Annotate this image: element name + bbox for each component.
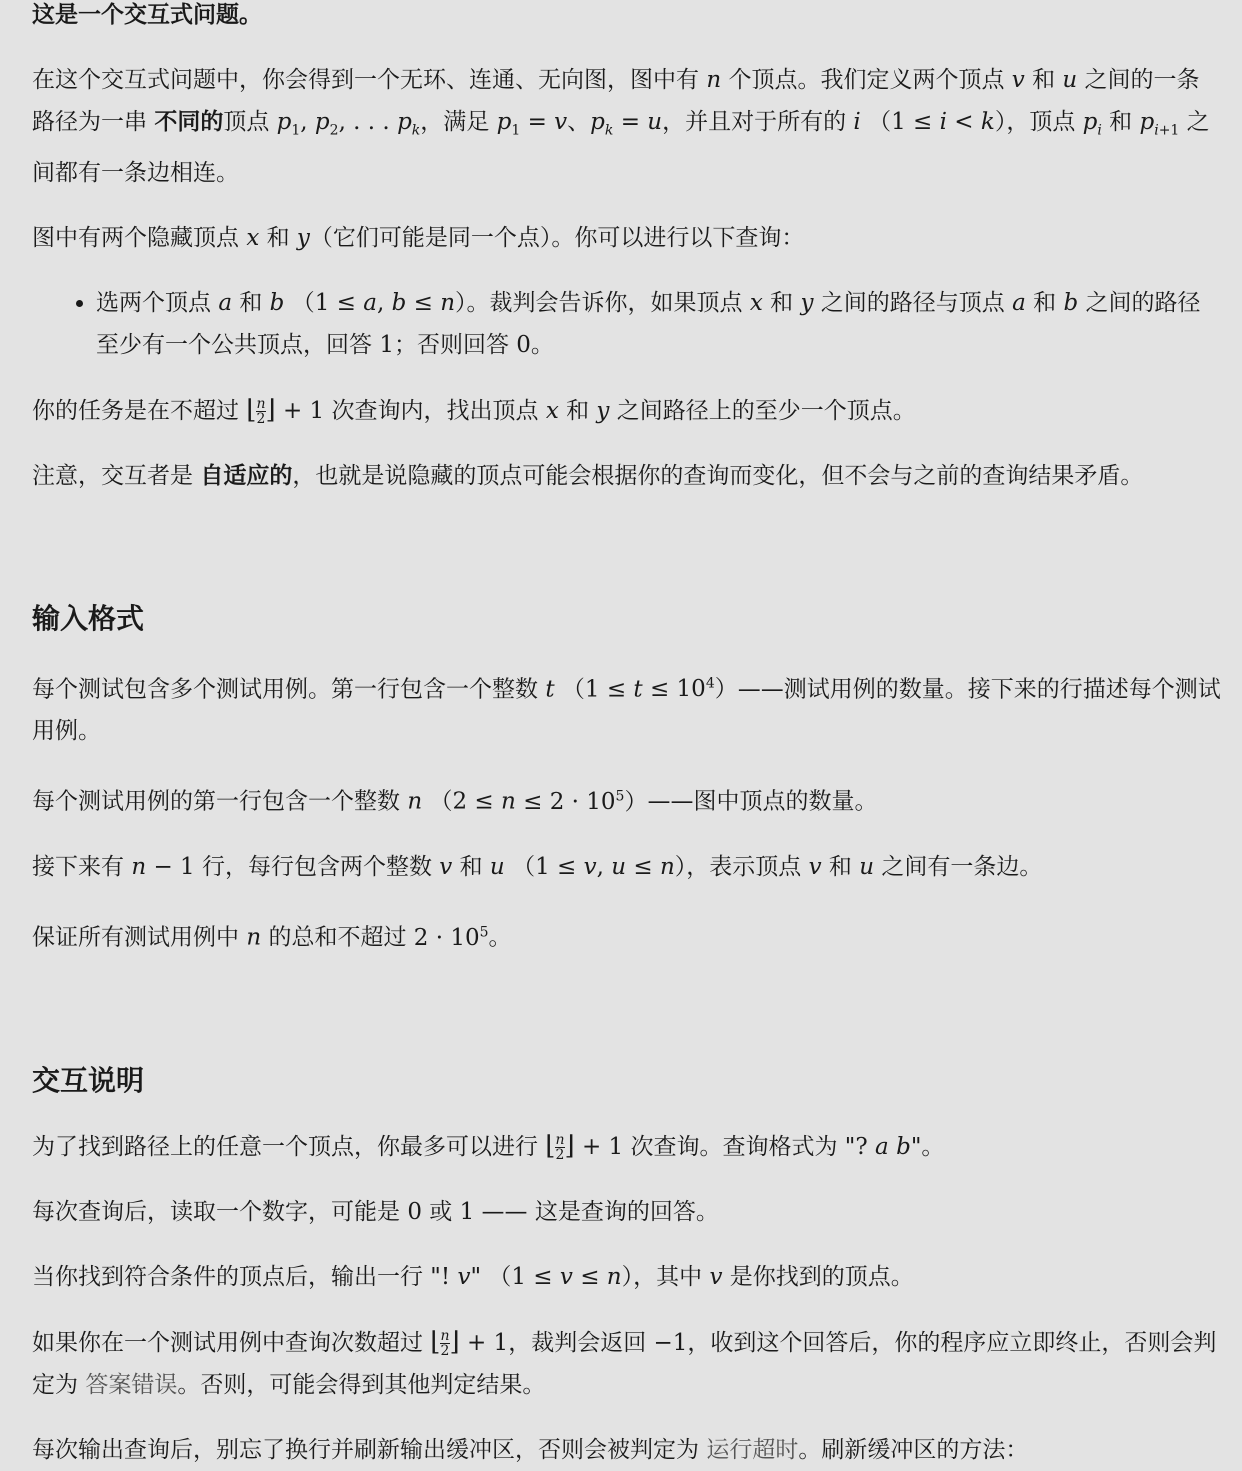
interaction-paragraph-3: 当你找到符合条件的顶点后，输出一行 "! v" （1 ≤ v ≤ n），其中 v 是你找到的顶点。 — [32, 1263, 914, 1290]
interaction-title: 交互说明 — [32, 1063, 145, 1097]
input-paragraph-2: 每个测试用例的第一行包含一个整数 n $(2 \le n \le 2 \cdot 10^5)——$图中顶点的数量。 — [32, 788, 878, 815]
statement-paragraph-4: 注意，交互者是 自适应的，也就是说隐藏的顶点可能会根据你的查询而变化，但不会与之前的查询结果矛盾。 — [32, 462, 1144, 489]
input-paragraph-3: 接下来有 n − 1 行，每行包含两个整数 v 和 u （1 ≤ v, u ≤ n），表示顶点 v 和 u 之间有一条边。 — [32, 853, 1043, 880]
query-list — [32, 282, 1222, 366]
intro-line: 这是一个交互式问题。 — [32, 2, 262, 28]
interaction-paragraph-5: 每次输出查询后，别忘了换行并刷新输出缓冲区，否则会被判定为 运行超时。刷新缓冲区的方法： — [32, 1436, 1029, 1463]
interaction-paragraph-2: 每次查询后，读取一个数字，可能是 0 或 1 —— 这是查询的回答。 — [32, 1198, 719, 1225]
input-paragraph-4: 保证所有测试用例中 n 的总和不超过 $2 \cdot 10^5$。 — [32, 923, 512, 951]
statement-paragraph-2: 图中有两个隐藏顶点 x 和 y（它们可能是同一个点）。你可以进行以下查询： — [32, 224, 805, 251]
statement-paragraph-3: 你的任务是在不超过 ⌊ $\frac{n}{2}$ ⌋ + 1 次查询内，找出顶点 x 和 y 之间路径上的至少一个顶点。 — [32, 394, 916, 427]
input-paragraph-1: 每个测试包含多个测试用例。第一行包含一个整数 t $(1 \le t \le 10^4)——$测试用例的数量。接下来的行描述每个测试用例。 — [32, 675, 1221, 745]
interaction-paragraph-4: 如果你在一个测试用例中查询次数超过 ⌊ $\frac{n}{2}$ ⌋ + 1，裁判会返回 −1，收到这个回答后，你的程序应立即终止，否则会判定为 答案错误。否则，可能会得到其他判定结果。 — [32, 1326, 1217, 1398]
interaction-paragraph-1: 为了找到路径上的任意一个顶点，你最多可以进行 ⌊ $\frac{n}{2}$ ⌋ + 1 次查询。查询格式为 "? a b"。 — [32, 1130, 945, 1163]
wrong-answer-verdict: 答案错误 — [85, 1371, 178, 1398]
tle-verdict: 运行超时 — [706, 1436, 799, 1463]
list-item: • 选两个顶点 a 和 b （1 ≤ a, b ≤ n）。裁判会告诉你，如果顶点 x 和 y 之间的路径与顶点 a 和 b 之间的路径至少有一个公共顶点，回答 1；否则回答 0。 — [96, 282, 1222, 366]
statement-paragraph-1: 在这个交互式问题中，你会得到一个无环、连通、无向图，图中有 n 个顶点。我们定义两个顶点 v 和 u 之间的一条路径为一串 不同的顶点 $p_1$, $p_2$, . . . $p_k$，满足 $p_1 = v$、$p_k = u$，并且对于所有的 i （1 ≤ i < k），顶点 $p_i$ 和 $p_{i+1}$ 之间都有一条边相连。 — [32, 67, 1210, 186]
input-format-title: 输入格式 — [32, 601, 145, 635]
